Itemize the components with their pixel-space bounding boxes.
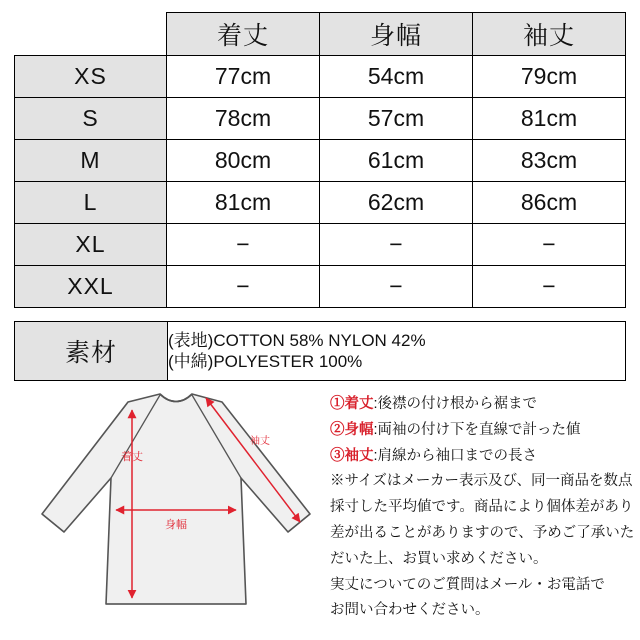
material-table bbox=[14, 321, 626, 381]
row-header-xxl: XXL bbox=[15, 266, 167, 308]
note-text-2: :両袖の付け下を直線で計った値 bbox=[373, 421, 581, 438]
label-length: 着丈 bbox=[121, 451, 143, 463]
note-term-2: 身幅 bbox=[344, 421, 374, 438]
table-row bbox=[15, 266, 626, 308]
row-header-xl: XL bbox=[15, 224, 167, 266]
cell-xs-length: 77cm bbox=[167, 56, 320, 98]
cell-xs-sleeve: 79cm bbox=[473, 56, 626, 98]
disclaimer-line: 差が出ることがありますので、予めご了承いた bbox=[330, 524, 635, 541]
cell-s-length: 78cm bbox=[167, 98, 320, 140]
garment-shape bbox=[42, 394, 310, 604]
material-value bbox=[168, 322, 626, 381]
cell-xl-length: − bbox=[167, 224, 320, 266]
cell-m-width: 61cm bbox=[320, 140, 473, 182]
material-container bbox=[14, 321, 626, 381]
disclaimer-line: 実丈についてのご質問はメール・お電話で bbox=[330, 576, 605, 593]
label-width: 身幅 bbox=[165, 519, 187, 531]
table-row bbox=[15, 224, 626, 266]
table-row bbox=[15, 56, 626, 98]
row-header-m: M bbox=[15, 140, 167, 182]
garment-diagram-svg bbox=[10, 382, 330, 632]
disclaimer-line: お問い合わせください。 bbox=[330, 602, 490, 619]
cell-xl-sleeve: − bbox=[473, 224, 626, 266]
material-row bbox=[15, 322, 626, 381]
material-line-inner: (中綿)POLYESTER 100% bbox=[168, 352, 363, 371]
table-row bbox=[15, 182, 626, 224]
disclaimer-line: だいた上、お買い求めください。 bbox=[330, 550, 548, 567]
label-sleeve: 袖丈 bbox=[250, 436, 270, 447]
note-text-1: :後襟の付け根から裾まで bbox=[373, 396, 538, 412]
note-marker-2: ② bbox=[330, 421, 345, 438]
cell-l-sleeve: 86cm bbox=[473, 182, 626, 224]
material-label: 素材 bbox=[15, 322, 168, 381]
column-header-width: 身幅 bbox=[320, 13, 473, 56]
table-row bbox=[15, 140, 626, 182]
note-marker-1: ① bbox=[330, 396, 345, 412]
cell-xxl-width: − bbox=[320, 266, 473, 308]
note-term-3: 袖丈 bbox=[344, 447, 374, 464]
cell-m-length: 80cm bbox=[167, 140, 320, 182]
size-table bbox=[14, 12, 626, 308]
note-marker-3: ③ bbox=[330, 447, 345, 464]
table-row bbox=[15, 98, 626, 140]
material-line-outer: (表地)COTTON 58% NYLON 42% bbox=[168, 330, 426, 350]
cell-xxl-sleeve: − bbox=[473, 266, 626, 308]
note-item-length bbox=[330, 392, 630, 418]
cell-xl-width: − bbox=[320, 224, 473, 266]
measurement-notes bbox=[330, 392, 635, 624]
note-item-sleeve bbox=[330, 444, 630, 470]
cell-l-length: 81cm bbox=[167, 182, 320, 224]
cell-m-sleeve: 83cm bbox=[473, 140, 626, 182]
garment-illustration bbox=[10, 382, 330, 632]
note-text-3: :肩線から袖口までの長さ bbox=[373, 447, 538, 464]
row-header-l: L bbox=[15, 182, 167, 224]
cell-s-width: 57cm bbox=[320, 98, 473, 140]
table-corner-cell bbox=[15, 13, 167, 56]
cell-xs-width: 54cm bbox=[320, 56, 473, 98]
disclaimer-line: 採寸した平均値です。商品により個体差があり bbox=[330, 499, 634, 516]
note-term-1: 着丈 bbox=[344, 396, 374, 412]
disclaimer-line: ※サイズはメーカー表示及び、同一商品を数点 bbox=[330, 473, 633, 490]
column-header-sleeve: 袖丈 bbox=[473, 13, 626, 56]
cell-l-width: 62cm bbox=[320, 182, 473, 224]
cell-xxl-length: − bbox=[167, 266, 320, 308]
note-item-width bbox=[330, 418, 630, 444]
row-header-s: S bbox=[15, 98, 167, 140]
size-table-container bbox=[14, 12, 626, 308]
table-header-row bbox=[15, 13, 626, 56]
column-header-length: 着丈 bbox=[167, 13, 320, 56]
cell-s-sleeve: 81cm bbox=[473, 98, 626, 140]
row-header-xs: XS bbox=[15, 56, 167, 98]
